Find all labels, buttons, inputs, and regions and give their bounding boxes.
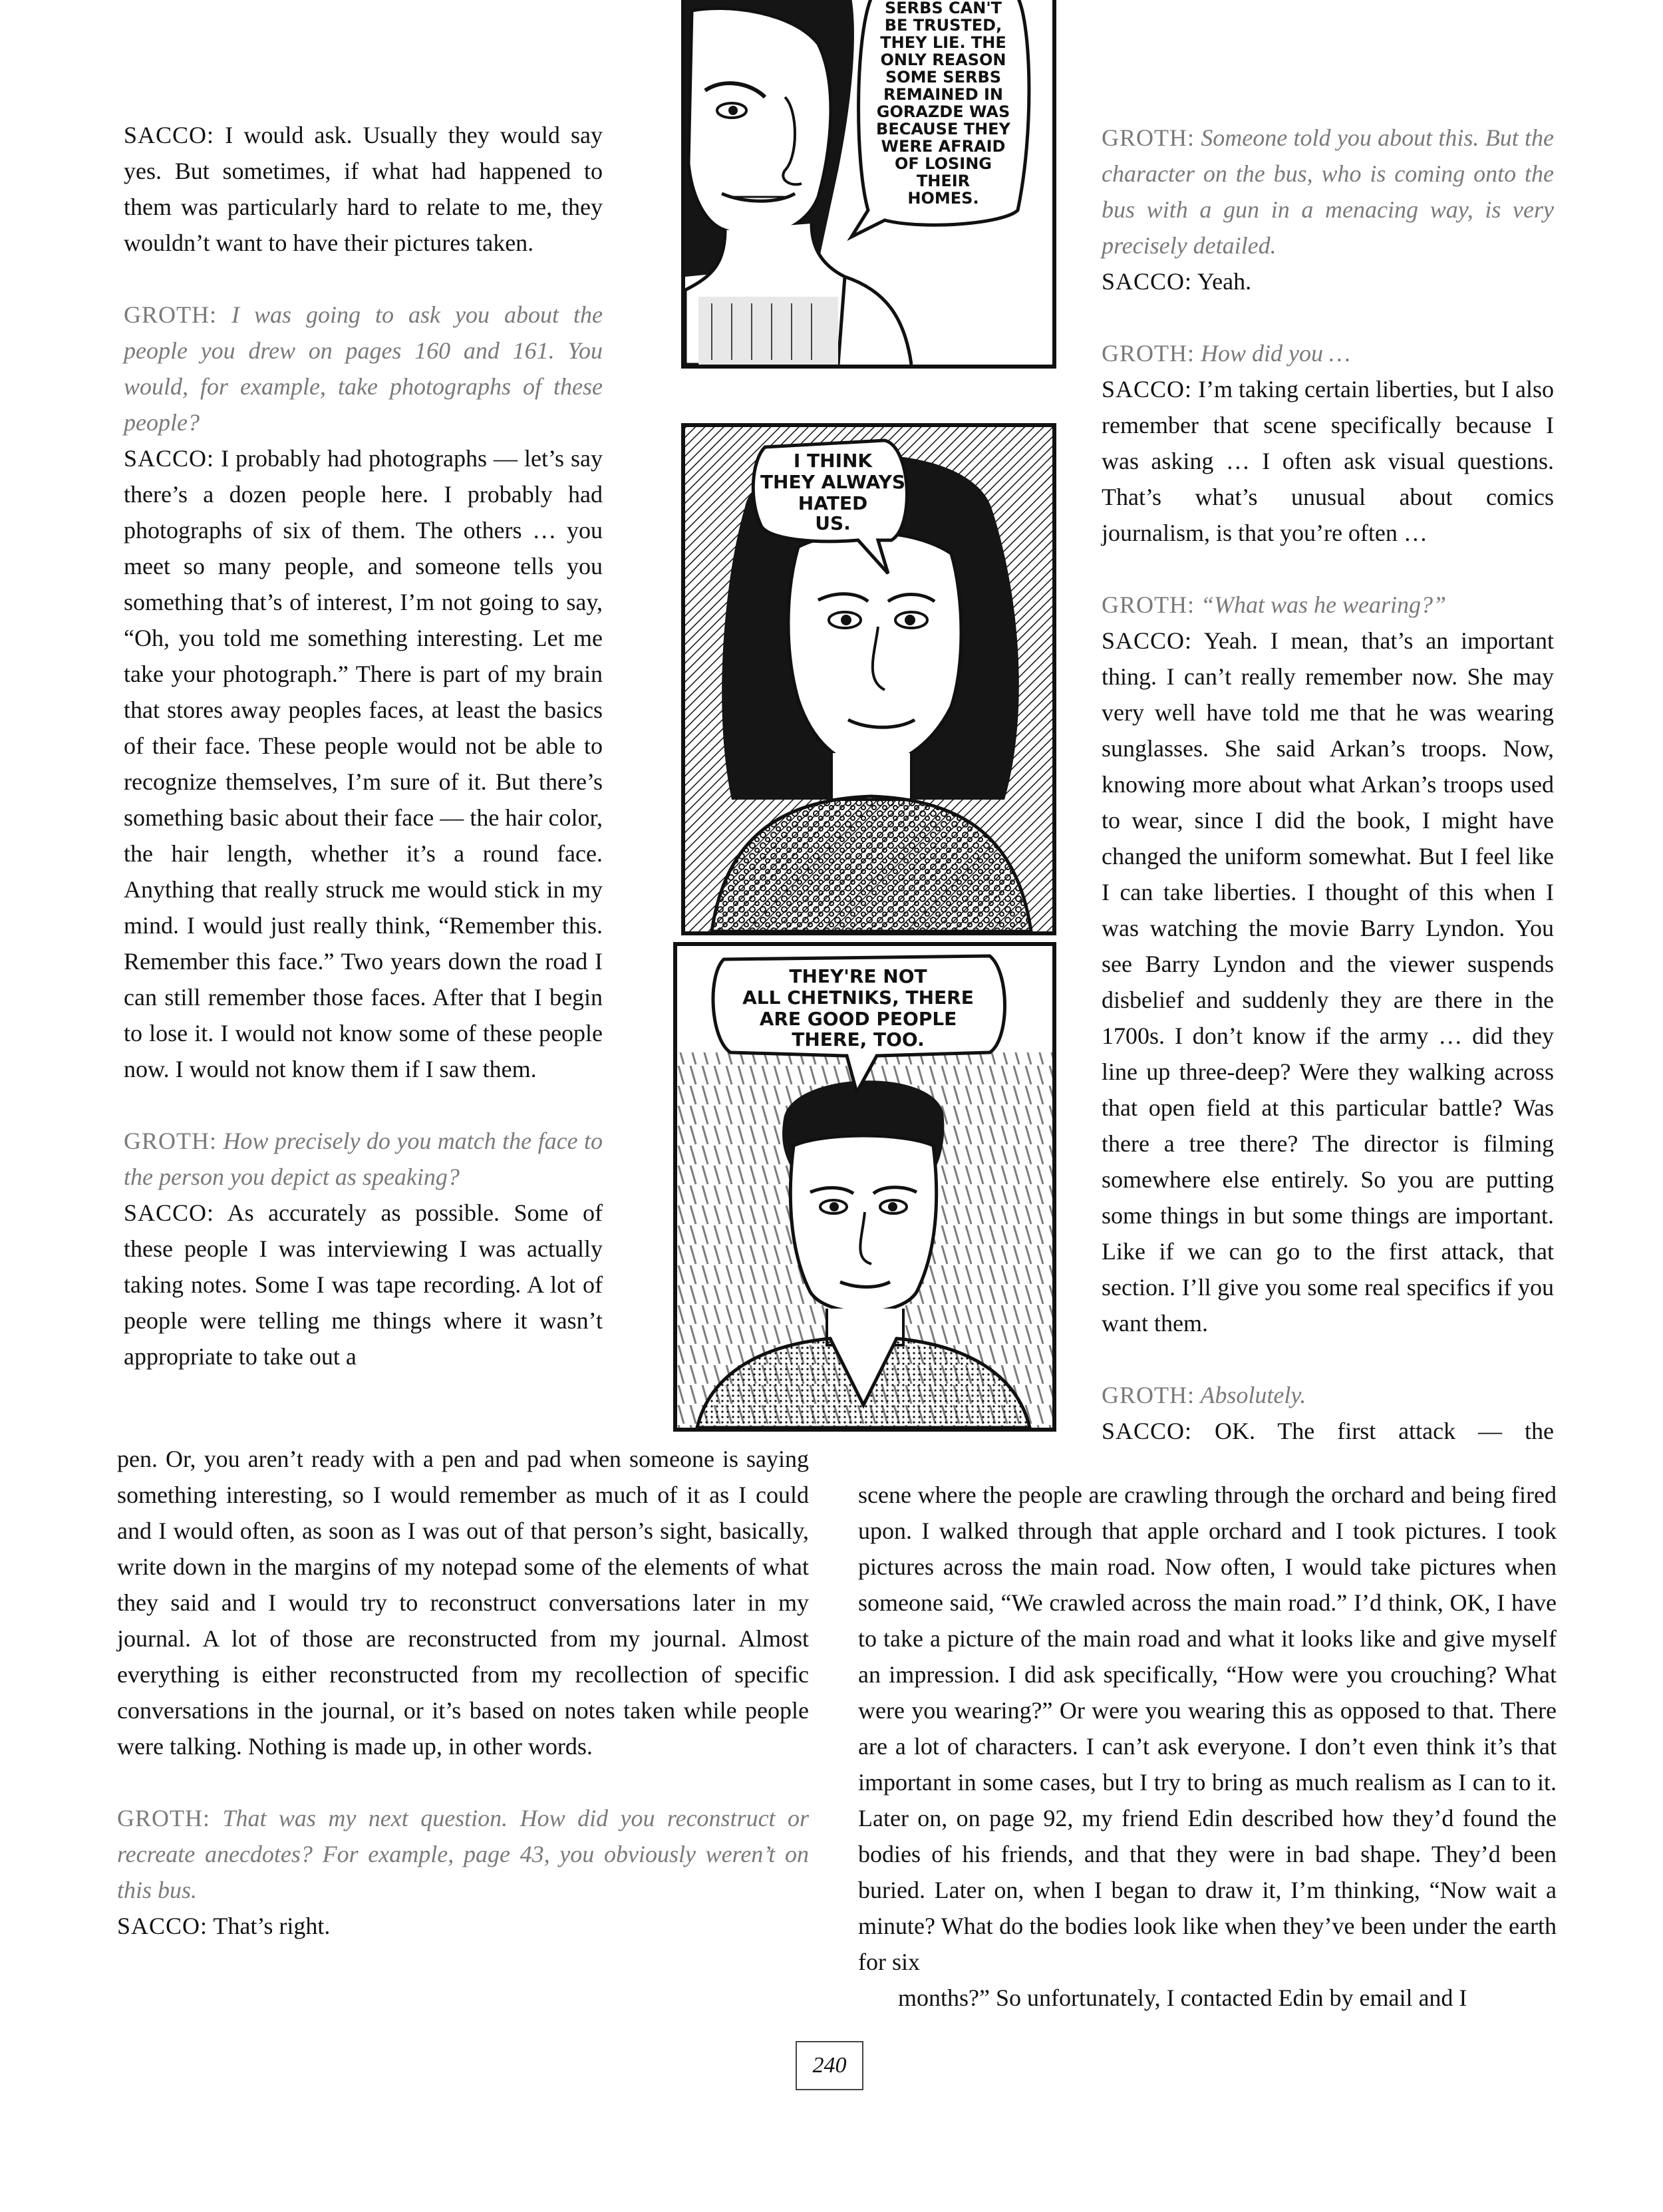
balloon-line: GORAZDE WAS: [876, 102, 1010, 121]
question-text: How precisely do you match the face to the person you depict as speaking?: [124, 1128, 603, 1190]
answer-block: [1102, 623, 1554, 1341]
answer-text: I probably had photographs — let’s say there’s a dozen people here. I probably had photographs of six of them. The others … you meet so many people, and someone tells you something that’s of interest, I’m not going to say, “Oh, you told me something interesting. Let me take your photograph.” There is part of my brain that stores away peoples faces, at least the basics of their face. These people would not be able to recognize themselves, I’m sure of it. But there’s something basic about their face — the hair color, the hair length, whether it’s a round face. Anything that really struck me would stick in my mind. I would just really think, “Remember this. Remember this face.” Two years down the road I can still remember those faces. After that I begin to lose it. I would not know some of these people now. I would not know them if I saw them.: [124, 445, 603, 1082]
balloon-line: BECAUSE THEY: [876, 120, 1010, 138]
answer-continuation: pen. Or, you aren’t ready with a pen and pad when someone is saying something interesting, so I would remember as much of it as I could and I would often, as soon as I was out of that person’s sight, basically, write down in the margins of my notepad some of the elements of what they said and I would try to reconstruct conversations later in my journal. A lot of those are reconstructed from my journal. Almost everything is either reconstructed from my recollection of specific conversations in the journal, or it’s based on notes taken while people were talking. Nothing is made up, in other words.: [117, 1446, 809, 1760]
panel-1-balloon: [685, 0, 1052, 365]
speaker-label: GROTH:: [124, 301, 217, 328]
answer-block: [1102, 263, 1554, 299]
panel-3-balloon: [677, 946, 1052, 1428]
question-block: [124, 297, 603, 440]
balloon-line: HATED: [798, 492, 868, 514]
question-block: [1102, 1377, 1554, 1413]
comic-panel-1: [681, 0, 1056, 369]
balloon-line: THEIR: [916, 172, 971, 190]
balloon-line: ALL CHETNIKS, THERE: [742, 987, 974, 1009]
balloon-line: SOME SERBS: [885, 68, 1002, 86]
speaker-label: GROTH:: [1102, 1382, 1195, 1408]
balloon-line: REMAINED IN: [883, 85, 1004, 104]
question-block: [124, 1123, 603, 1195]
balloon-text: [876, 0, 1011, 208]
left-column-bottom: [117, 1441, 809, 1944]
answer-block: [1102, 371, 1554, 551]
answer-text: Yeah. I mean, that’s an important thing. I can’t really remember now. She may very well have told me that he was wearing sunglasses. She said Arkan’s troops. Now, knowing more about what Arkan’s troops used to wear, since I did the book, I might have changed the uniform somewhat. But I feel like I can take liberties. I thought of this when I was watching the movie Barry Lyndon. You see Barry Lyndon and the viewer suspends disbelief and suddenly they are there in the 1700s. I don’t know if the army … did they line up three-deep? Were they walking across that open field at this particular battle? Was there a tree there? The director is filming somewhere else entirely. So you are putting some things in but some things are important. Like if we can go to the first attack, that section. I’ll give you some real specifics if you want them.: [1102, 627, 1555, 1337]
balloon-line: US.: [815, 512, 851, 534]
page-number: 240: [796, 2041, 863, 2090]
balloon-line: THEY'RE NOT: [789, 965, 927, 987]
question-block: [1102, 587, 1554, 623]
comic-panel-3: [673, 942, 1056, 1432]
speaker-label: SACCO:: [1102, 376, 1193, 402]
balloon-text: [742, 965, 974, 1050]
panel-2-balloon: [685, 427, 1052, 931]
balloon-line: BE TRUSTED,: [884, 16, 1002, 35]
answer-block: [124, 1195, 603, 1374]
question-text: How did you …: [1201, 340, 1350, 367]
balloon-line: ARE GOOD PEOPLE: [759, 1008, 957, 1030]
answer-text: I’m taking certain liberties, but I also remember that scene specifically because I was asking … I often ask visual questions. That’s what’s unusual about comics journalism, is that you’re often …: [1102, 376, 1554, 546]
question-block: [1102, 335, 1554, 371]
question-text: Absolutely.: [1200, 1382, 1306, 1408]
comic-panel-2: [681, 423, 1056, 935]
speaker-label: SACCO:: [1102, 1418, 1193, 1444]
balloon-line: OF LOSING: [895, 154, 992, 173]
answer-continuation: scene where the people are crawling through the orchard and being fired upon. I walked through that apple orchard and I took pictures. I took pictures across the main road. Now often, I would take pictures when someone said, “We crawled across the main road.” I’d think, OK, I have to take a picture of the main road and what it looks like and give myself an impression. I did ask specifically, “How were you crouching? What were you wearing?” Or were you wearing this as opposed to that. There are a lot of characters. I can’t ask everyone. I don’t even think it’s that important in some cases, but I try to bring as much realism as I can to it. Later on, on page 92, my friend Edin described how they’d found the bodies of his friends, and that they were in bad shape. They’d been buried. Later on, when I began to draw it, I’m thinking, “Now wait a minute? What do the bodies look like when they’ve been under the earth for six: [858, 1482, 1557, 1975]
answer-block: [1102, 1413, 1554, 1449]
right-column-bottom: [858, 1477, 1557, 2016]
balloon-line: I THINK: [793, 450, 873, 472]
balloon-line: ONLY REASON: [880, 51, 1006, 69]
answer-text: Yeah.: [1197, 268, 1252, 295]
answer-text: I would ask. Usually they would say yes. But sometimes, if what had happened to them was particularly hard to relate to me, they wouldn’t want to have their pictures taken.: [124, 122, 603, 256]
answer-block: [124, 117, 603, 261]
answer-block: [117, 1908, 809, 1944]
answer-block: [124, 440, 603, 1087]
answer-text: That’s right.: [213, 1913, 331, 1939]
speaker-label: SACCO:: [124, 122, 215, 148]
speaker-label: SACCO:: [124, 1199, 215, 1226]
speaker-label: SACCO:: [117, 1913, 208, 1939]
speaker-label: SACCO:: [1102, 268, 1193, 295]
question-text: I was going to ask you about the people you drew on pages 160 and 161. You would, for example, take photographs of these people?: [124, 301, 603, 436]
left-column: [124, 117, 603, 1374]
speaker-label: GROTH:: [1102, 591, 1195, 618]
speaker-label: SACCO:: [1102, 627, 1193, 654]
answer-text: As accurately as possible. Some of these people I was interviewing I was actually taking notes. Some I was tape recording. A lot of people were telling me things where it wasn’t appropriate to take out a: [124, 1199, 603, 1370]
question-text: “What was he wearing?”: [1201, 591, 1447, 618]
balloon-line: WERE AFRAID: [881, 137, 1006, 156]
speaker-label: GROTH:: [1102, 124, 1195, 151]
speaker-label: GROTH:: [117, 1805, 210, 1831]
answer-last-line: months?” So unfortunately, I contacted Edin by email and I: [898, 1984, 1467, 2011]
balloon-line: HOMES.: [907, 189, 979, 208]
speaker-label: GROTH:: [124, 1128, 217, 1154]
answer-text: OK. The first attack — the: [1215, 1418, 1554, 1444]
balloon-line: THERE, TOO.: [792, 1028, 925, 1050]
balloon-text: [760, 450, 905, 534]
speaker-label: GROTH:: [1102, 340, 1195, 367]
balloon-line: SERBS CAN'T: [884, 0, 1002, 17]
question-block: [1102, 120, 1554, 263]
question-text: That was my next question. How did you reconstruct or recreate anecdotes? For example, page 43, you obviously weren’t on this bus.: [117, 1805, 810, 1903]
speaker-label: SACCO:: [124, 445, 215, 472]
right-column: [1102, 120, 1554, 1449]
balloon-line: THEY ALWAYS: [760, 471, 906, 493]
question-text: Someone told you about this. But the character on the bus, who is coming onto the bus with a gun in a menacing way, is very precisely detailed.: [1102, 124, 1554, 259]
question-block: [117, 1800, 809, 1908]
balloon-line: THEY LIE. THE: [880, 33, 1006, 52]
